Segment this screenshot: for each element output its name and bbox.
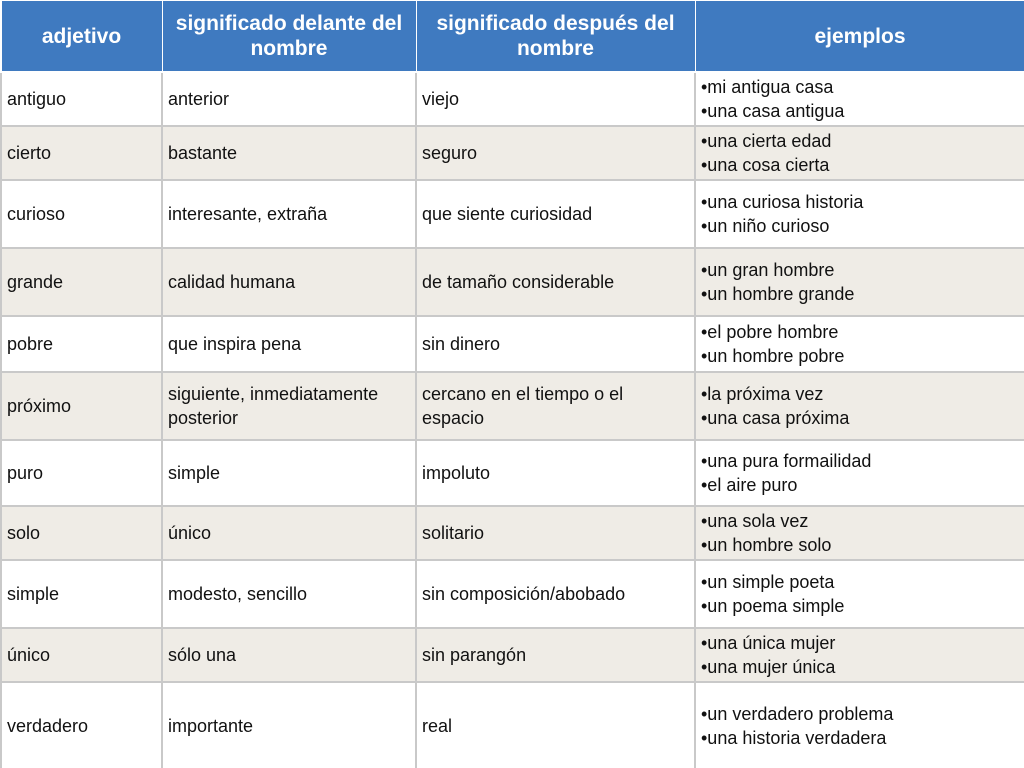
example-line: •una pura formailidad [701,451,872,471]
cell-significado-despues: seguro [416,126,695,180]
header-adjetivo: adjetivo [1,1,162,73]
header-row [1,1,1024,73]
example-line: •la próxima vez [701,384,824,404]
table-row [1,126,1024,180]
cell-ejemplos [695,682,1024,768]
example-line: •mi antigua casa [701,77,834,97]
example-line: •una cosa cierta [701,155,830,175]
cell-adjetivo: curioso [1,180,162,248]
cell-ejemplos [695,628,1024,682]
cell-ejemplos [695,126,1024,180]
cell-significado-despues: que siente curiosidad [416,180,695,248]
table-row [1,440,1024,506]
cell-adjetivo: cierto [1,126,162,180]
example-line: •un poema simple [701,596,845,616]
cell-ejemplos [695,316,1024,372]
cell-adjetivo: solo [1,506,162,560]
cell-adjetivo: verdadero [1,682,162,768]
example-line: •un niño curioso [701,216,830,236]
example-line: •un hombre pobre [701,346,845,366]
example-line: •un hombre solo [701,535,832,555]
example-line: •una curiosa historia [701,192,864,212]
cell-significado-delante: siguiente, inmediatamente posterior [162,372,416,440]
example-line: •un gran hombre [701,260,835,280]
table-row [1,682,1024,768]
cell-ejemplos [695,248,1024,316]
cell-significado-despues: cercano en el tiempo o el espacio [416,372,695,440]
cell-significado-delante: importante [162,682,416,768]
example-line: •un simple poeta [701,572,835,592]
example-line: •una sola vez [701,511,809,531]
example-line: •una mujer única [701,657,836,677]
cell-significado-despues: sin composición/abobado [416,560,695,628]
header-significado-delante: significado delante del nombre [162,1,416,73]
cell-significado-delante: calidad humana [162,248,416,316]
table-row [1,628,1024,682]
cell-significado-delante: anterior [162,72,416,126]
example-line: •una casa antigua [701,101,845,121]
cell-adjetivo: pobre [1,316,162,372]
cell-ejemplos [695,560,1024,628]
cell-ejemplos [695,506,1024,560]
cell-significado-despues: de tamaño considerable [416,248,695,316]
cell-ejemplos [695,440,1024,506]
cell-adjetivo: antiguo [1,72,162,126]
cell-significado-despues: real [416,682,695,768]
cell-ejemplos [695,180,1024,248]
cell-significado-despues: sin dinero [416,316,695,372]
example-line: •el aire puro [701,475,798,495]
table-row [1,72,1024,126]
header-significado-despues: significado después del nombre [416,1,695,73]
table-row [1,560,1024,628]
example-line: •un hombre grande [701,284,855,304]
cell-adjetivo: puro [1,440,162,506]
cell-adjetivo: próximo [1,372,162,440]
example-line: •una historia verdadera [701,728,887,748]
table-row [1,316,1024,372]
cell-significado-delante: único [162,506,416,560]
cell-significado-despues: solitario [416,506,695,560]
cell-significado-delante: simple [162,440,416,506]
cell-significado-delante: que inspira pena [162,316,416,372]
table-row [1,506,1024,560]
table-row [1,180,1024,248]
cell-significado-despues: sin parangón [416,628,695,682]
example-line: •una casa próxima [701,408,850,428]
example-line: •una cierta edad [701,131,832,151]
table-row [1,248,1024,316]
cell-adjetivo: único [1,628,162,682]
cell-ejemplos [695,72,1024,126]
cell-adjetivo: simple [1,560,162,628]
cell-significado-delante: modesto, sencillo [162,560,416,628]
cell-ejemplos [695,372,1024,440]
example-line: •el pobre hombre [701,322,839,342]
table-row [1,372,1024,440]
cell-significado-despues: impoluto [416,440,695,506]
cell-significado-delante: sólo una [162,628,416,682]
cell-adjetivo: grande [1,248,162,316]
cell-significado-delante: bastante [162,126,416,180]
header-ejemplos: ejemplos [695,1,1024,73]
example-line: •un verdadero problema [701,704,894,724]
cell-significado-despues: viejo [416,72,695,126]
cell-significado-delante: interesante, extraña [162,180,416,248]
example-line: •una única mujer [701,633,836,653]
